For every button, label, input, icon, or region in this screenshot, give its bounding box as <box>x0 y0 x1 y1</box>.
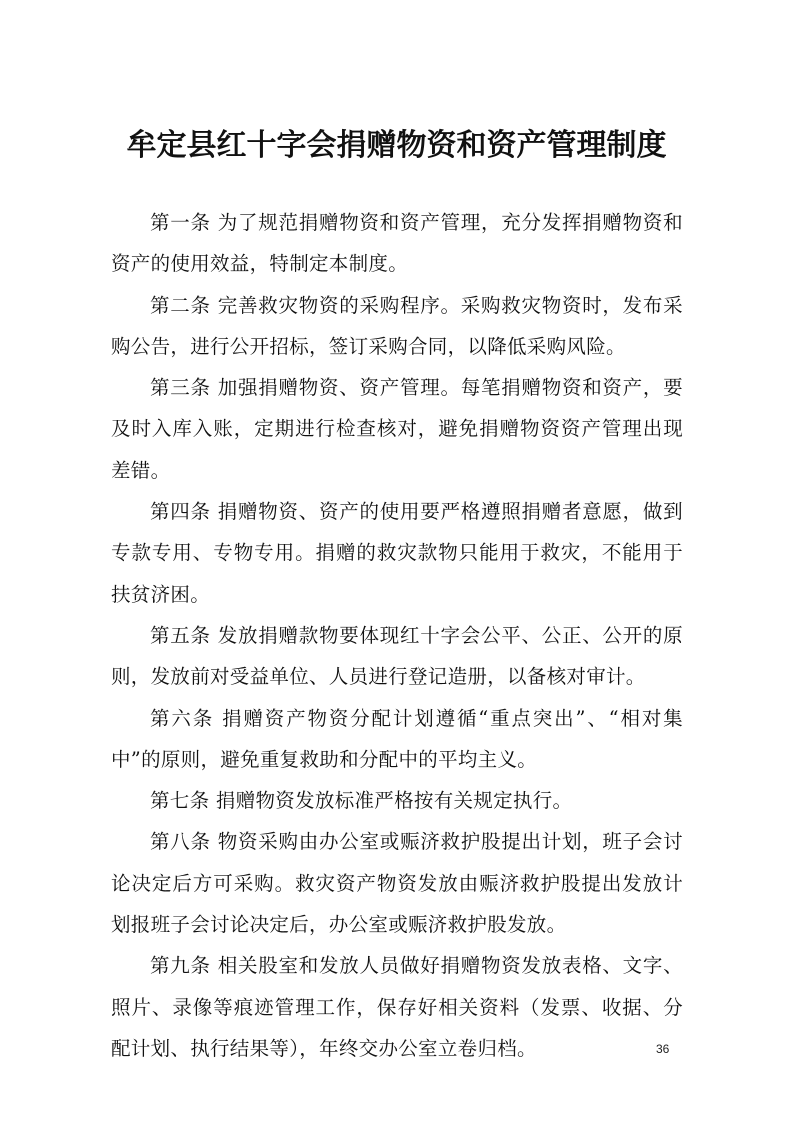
article-8: 第八条 物资采购由办公室或赈济救护股提出计划，班子会讨论决定后方可采购。救灾资产物资发放由赈济救护股提出发放计划报班子会讨论决定后，办公室或赈济救护股发放。 <box>111 830 683 937</box>
article-4: 第四条 捐赠物资、资产的使用要严格遵照捐赠者意愿，做到专款专用、专物专用。捐赠的救灾款物只能用于救灾，不能用于扶贫济困。 <box>111 500 683 606</box>
document-title: 牟定县红十字会捐赠物资和资产管理制度 <box>126 128 667 164</box>
article-5: 第五条 发放捐赠款物要体现红十字会公平、公正、公开的原则，发放前对受益单位、人员进行登记造册，以备核对审计。 <box>111 623 683 689</box>
page-number: 36 <box>656 1042 670 1056</box>
article-2: 第二条 完善救灾物资的采购程序。采购救灾物资时，发布采购公告，进行公开招标，签订采购合同，以降低采购风险。 <box>111 293 683 358</box>
article-9: 第九条 相关股室和发放人员做好捐赠物资发放表格、文字、照片、录像等痕迹管理工作，保存好相关资料（发票、收据、分配计划、执行结果等），年终交办公室立卷归档。 <box>111 954 683 1060</box>
article-3: 第三条 加强捐赠物资、资产管理。每笔捐赠物资和资产，要及时入库入账，定期进行检查核对，避免捐赠物资资产管理出现差错。 <box>111 376 683 482</box>
article-6: 第六条 捐赠资产物资分配计划遵循“重点突出”、“相对集中”的原则，避免重复救助和分配中的平均主义。 <box>111 706 683 771</box>
article-7: 第七条 捐赠物资发放标准严格按有关规定执行。 <box>150 789 573 813</box>
document-body <box>111 202 683 1069</box>
article-1: 第一条 为了规范捐赠物资和资产管理，充分发挥捐赠物资和资产的使用效益，特制定本制度。 <box>111 211 683 276</box>
